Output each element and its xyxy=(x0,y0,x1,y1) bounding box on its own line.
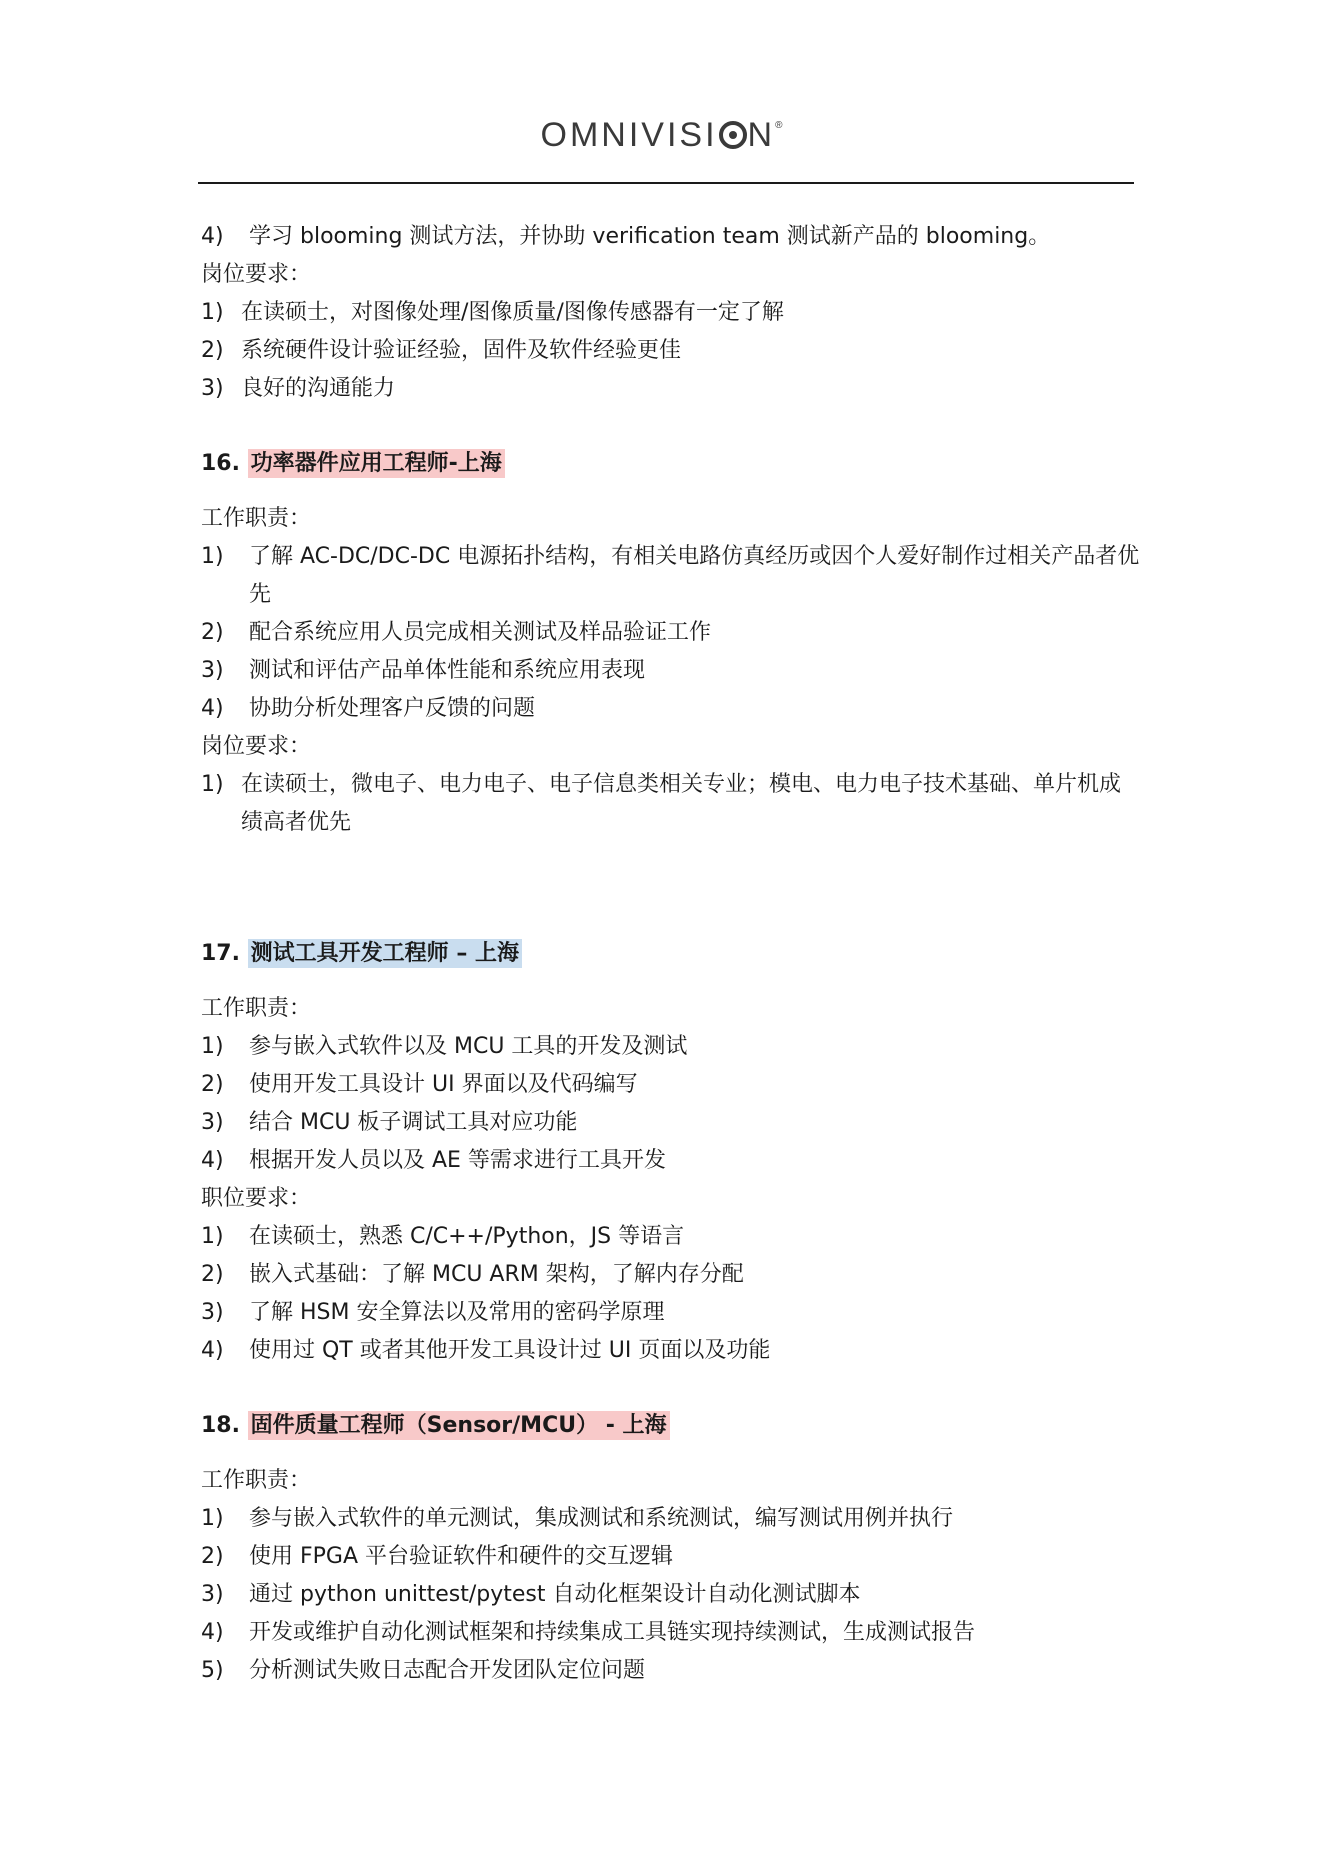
header-divider xyxy=(198,182,1134,184)
list-item: 1) 在读硕士，微电子、电力电子、电子信息类相关专业；模电、电力电子技术基础、单片机成绩高者优先 xyxy=(201,772,1122,835)
list-item: 3) 结合 MCU 板子调试工具对应功能 xyxy=(201,1110,578,1135)
requirements-label: 岗位要求： xyxy=(201,734,312,759)
section-16-title: 功率器件应用工程师-上海 xyxy=(248,449,505,478)
requirements-label: 职位要求： xyxy=(201,1186,312,1211)
list-item: 3) 测试和评估产品单体性能和系统应用表现 xyxy=(201,658,646,683)
list-item: 4) 开发或维护自动化测试框架和持续集成工具链实现持续测试，生成测试报告 xyxy=(201,1620,976,1645)
list-item: 1) 了解 AC-DC/DC-DC 电源拓扑结构，有相关电路仿真经历或因个人爱好制作过相关产品者优先 xyxy=(201,544,1140,607)
list-item: 1) 在读硕士，熟悉 C/C++/Python，JS 等语言 xyxy=(201,1224,685,1249)
section-17-heading: 17. 测试工具开发工程师 – 上海 xyxy=(201,934,1141,974)
section-16-heading: 16. 功率器件应用工程师-上海 xyxy=(201,444,1141,484)
document-body xyxy=(201,218,1141,1690)
duties-label: 工作职责： xyxy=(201,1468,312,1493)
section-17-title: 测试工具开发工程师 – 上海 xyxy=(248,939,522,968)
list-item: 3) 了解 HSM 安全算法以及常用的密码学原理 xyxy=(201,1300,665,1325)
section-18-title: 固件质量工程师（Sensor/MCU） - 上海 xyxy=(248,1411,670,1440)
list-item: 2) 系统硬件设计验证经验，固件及软件经验更佳 xyxy=(201,338,682,363)
list-item: 2) 嵌入式基础：了解 MCU ARM 架构，了解内存分配 xyxy=(201,1262,744,1287)
logo-o-icon xyxy=(719,121,747,149)
duties-label: 工作职责： xyxy=(201,996,312,1021)
list-item: 4) 使用过 QT 或者其他开发工具设计过 UI 页面以及功能 xyxy=(201,1338,771,1363)
list-item: 1) 参与嵌入式软件的单元测试，集成测试和系统测试，编写测试用例并执行 xyxy=(201,1506,954,1531)
requirements-label: 岗位要求： xyxy=(201,262,312,287)
list-item: 5) 分析测试失败日志配合开发团队定位问题 xyxy=(201,1658,646,1683)
registered-mark: ® xyxy=(775,120,783,131)
logo-text-left: OMNIVISI xyxy=(540,116,718,154)
list-item: 3) 良好的沟通能力 xyxy=(201,376,396,401)
list-item: 1) 参与嵌入式软件以及 MCU 工具的开发及测试 xyxy=(201,1034,688,1059)
list-item: 4) 协助分析处理客户反馈的问题 xyxy=(201,696,536,721)
list-item: 2) 配合系统应用人员完成相关测试及样品验证工作 xyxy=(201,620,712,645)
section-18-heading: 18. 固件质量工程师（Sensor/MCU） - 上海 xyxy=(201,1406,1141,1446)
logo-text-right: N xyxy=(747,116,776,154)
duties-label: 工作职责： xyxy=(201,506,312,531)
list-item: 2) 使用 FPGA 平台验证软件和硬件的交互逻辑 xyxy=(201,1544,674,1569)
omnivision-logo xyxy=(0,116,1323,155)
list-item: 2) 使用开发工具设计 UI 界面以及代码编写 xyxy=(201,1072,638,1097)
list-item: 3) 通过 python unittest/pytest 自动化框架设计自动化测试脚本 xyxy=(201,1582,861,1607)
list-item: 4) 学习 blooming 测试方法，并协助 verification team 测试新产品的 blooming。 xyxy=(201,224,1051,249)
list-item: 1) 在读硕士，对图像处理/图像质量/图像传感器有一定了解 xyxy=(201,300,784,325)
list-item: 4) 根据开发人员以及 AE 等需求进行工具开发 xyxy=(201,1148,666,1173)
